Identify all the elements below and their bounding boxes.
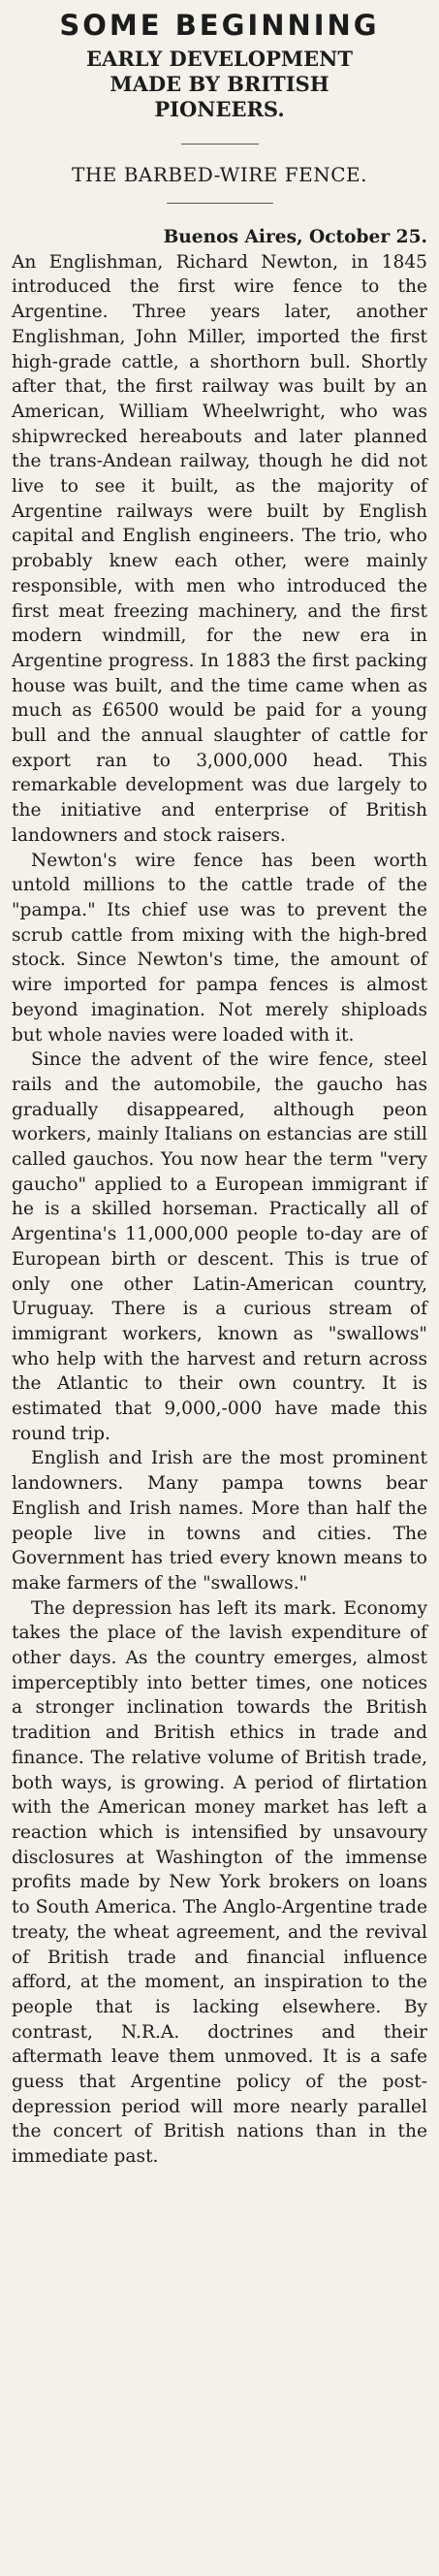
section-title: THE BARBED-WIRE FENCE. (71, 163, 367, 186)
paragraph: An Englishman, Richard Newton, in 1845 introduced the first wire fence to the Argentine. Three years later, another Englishman, John Miller, imported the first high-grade cattle, a shorthorn bull. Shortly after that, the first railway was built by an American, William Wheelwright, who was shipwrecked hereabouts and later planned the trans-Andean railway, though he did not live to see it built, as the majority of Argentine railways were built by English capital and English engineers. The trio, who probably knew each other, were mainly responsible, with men who introduced the first meat freezing machinery, and the first modern windmill, for the new era in Argentine progress. In 1883 the first packing house was built, and the time came when as much as £6500 would be paid for a young bull and the annual slaughter of cattle for export ran to 3,000,000 head. This remarkable development was due largely to the initiative and enterprise of British landowners and stock raisers. (12, 251, 427, 846)
paragraph: English and Irish are the most prominent landowners. Many pampa towns bear English and Irish names. More than half the people live in towns and cities. The Government has tried every known means to make farmers of the "swallows." (12, 1448, 427, 1594)
subheadline (12, 47, 427, 122)
paragraph: Newton's wire fence has been worth untold millions to the cattle trade of the "pampa." Its chief use was to prevent the scrub cattle from mixing with the high-bred stock. Since Newton's time, the amount of wire imported for pampa fences is almost beyond imagination. Not merely shiploads but whole navies were loaded with it. (12, 850, 427, 1046)
dateline: Buenos Aires, October 25. (163, 227, 427, 247)
divider-rule (167, 203, 273, 204)
paragraph: The depression has left its mark. Economy takes the place of the lavish expenditure of other days. As the country emerges, almost imperceptibly into better times, one notices a stronger inclination towards the British tradition and British ethics in trade and finance. The relative volume of British trade, both ways, is growing. A period of flirtation with the American money market has left a reaction which is intensified by unsavoury disclosures at Washington of the immense profits made by New York brokers on loans to South America. The Anglo-Argentine trade treaty, the wheat agreement, and the revival of British trade and financial influence afford, at the moment, an inspiration to the people that is lacking elsewhere. By contrast, N.R.A. doctrines and their aftermath leave them unmoved. It is a safe guess that Argentine policy of the post-depression period will more nearly parallel the concert of British nations than in the immediate past. (12, 1597, 427, 2168)
subhead-line-3: PIONEERS. (154, 97, 285, 121)
divider-rule (181, 144, 259, 145)
subhead-line-1: EARLY DEVELOPMENT (86, 47, 353, 71)
article-body (12, 225, 427, 2170)
subhead-line-2: MADE BY BRITISH (110, 72, 329, 96)
headline: SOME BEGINNING (59, 9, 380, 42)
paragraph: Since the advent of the wire fence, steel rails and the automobile, the gaucho has gradually disappeared, although peon workers, mainly Italians on estancias are still called gauchos. You now hear the term "very gaucho" applied to a European immigrant if he is a skilled horseman. Practically all of Argentina's 11,000,000 people to-day are of European birth or descent. This is true of only one other Latin-American country, Uruguay. There is a curious stream of immigrant workers, known as "swallows" who help with the harvest and return across the Atlantic to their own country. It is estimated that 9,000,-000 have made this round trip. (12, 1049, 427, 1444)
